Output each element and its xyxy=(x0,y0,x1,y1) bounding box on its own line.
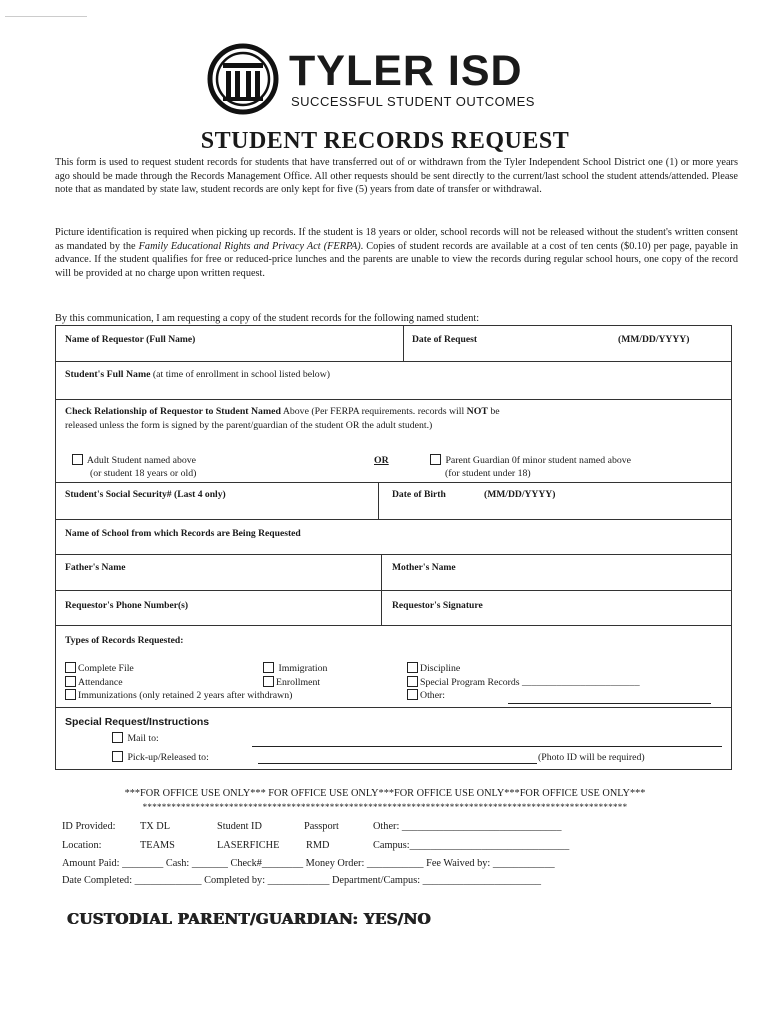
student-name-note: (at time of enrollment in school listed below) xyxy=(150,369,331,380)
passport-option[interactable]: Passport xyxy=(304,821,339,832)
pickup-option[interactable] xyxy=(112,751,209,763)
parent-guardian-note: (for student under 18) xyxy=(445,468,531,479)
adult-student-note: (or student 18 years or old) xyxy=(90,468,197,479)
ferpa-act: Family Educational Rights and Privacy Act (FERPA) xyxy=(138,240,361,252)
attendance-label: Attendance xyxy=(78,677,123,688)
row-divider xyxy=(56,707,731,708)
col-divider xyxy=(403,326,404,361)
rmd-option[interactable]: RMD xyxy=(306,840,330,851)
row-divider xyxy=(56,590,731,591)
tx-dl-option[interactable]: TX DL xyxy=(140,821,171,832)
mail-option[interactable] xyxy=(112,732,159,744)
mail-label: Mail to: xyxy=(127,733,159,744)
campus-field[interactable]: Campus:_______________________________ xyxy=(373,840,570,851)
photo-id-note: (Photo ID will be required) xyxy=(538,752,645,763)
intro-paragraph: This form is used to request student records for students that have transferred out of or withdrawn from the Tyler Independent School District one (1) or more years ago should be made through the Records Management Office. All other requests should be sent directly to the current/last school the student attends/attended. Please note that as mandated by state law, student records are only kept for five (5) years from date of transfer or withdrawal. xyxy=(55,157,738,196)
immigration-checkbox[interactable] xyxy=(263,662,274,673)
type-special[interactable] xyxy=(407,676,640,688)
col-divider xyxy=(381,554,382,625)
id-paragraph xyxy=(55,226,738,280)
ssn-label[interactable]: Student's Social Security# (Last 4 only) xyxy=(65,489,226,500)
location-label: Location: xyxy=(62,840,102,851)
special-checkbox[interactable] xyxy=(407,676,418,687)
dob-format-label: (MM/DD/YYYY) xyxy=(484,489,556,500)
requestor-name-label[interactable]: Name of Requestor (Full Name) xyxy=(65,334,196,345)
father-name-label[interactable]: Father's Name xyxy=(65,562,126,573)
request-form xyxy=(55,325,732,770)
signature-label[interactable]: Requestor's Signature xyxy=(392,600,483,611)
logo-name: TYLER ISD xyxy=(289,47,523,95)
row-divider xyxy=(56,554,731,555)
relationship-label: Check Relationship of Requestor to Student Named xyxy=(65,406,281,417)
mother-name-label[interactable]: Mother's Name xyxy=(392,562,456,573)
relationship-line-2: released unless the form is signed by the parent/guardian of the student OR the adult student.) xyxy=(65,420,433,431)
pickup-label: Pick-up/Released to: xyxy=(127,752,209,763)
row-divider xyxy=(56,399,731,400)
id-paragraph-part1: Picture identification is required when picking up records. If the student is 18 years or older, school records will not be released without the student's written consent as mandated by the xyxy=(55,227,738,252)
custodial-heading: CUSTODIAL PARENT/GUARDIAN: YES/NO xyxy=(67,910,431,928)
parent-guardian-label: Parent Guardian 0f minor student named above xyxy=(445,455,631,466)
date-completed-line[interactable]: Date Completed: _____________ Completed by: ____________ Department/Campus: _______________________ xyxy=(62,875,542,886)
relationship-text-2: be xyxy=(487,406,500,417)
page-title: STUDENT RECORDS REQUEST xyxy=(200,128,570,154)
by-line: By this communication, I am requesting a copy of the student records for the following named student: xyxy=(55,313,480,324)
logo xyxy=(205,42,585,116)
pickup-line[interactable] xyxy=(258,763,537,764)
logo-tagline: SUCCESSFUL STUDENT OUTCOMES xyxy=(291,94,535,109)
enrollment-checkbox[interactable] xyxy=(263,676,274,687)
adult-student-option[interactable] xyxy=(72,454,196,466)
parent-guardian-option[interactable] xyxy=(430,454,631,466)
student-name-label: Student's Full Name xyxy=(65,369,151,380)
type-immunizations[interactable] xyxy=(65,689,292,701)
office-banner: ***FOR OFFICE USE ONLY*** FOR OFFICE USE ONLY***FOR OFFICE USE ONLY***FOR OFFICE USE ONLY*** xyxy=(124,788,646,799)
row-divider xyxy=(56,519,731,520)
mail-line[interactable] xyxy=(252,746,722,747)
row-divider xyxy=(56,625,731,626)
id-provided-label: ID Provided: xyxy=(62,821,116,832)
scan-mark xyxy=(5,16,87,17)
student-id-option[interactable]: Student ID xyxy=(217,821,262,832)
special-heading: Special Request/Instructions xyxy=(65,716,210,728)
school-name-label[interactable]: Name of School from which Records are Being Requested xyxy=(65,528,301,539)
type-attendance[interactable] xyxy=(65,676,123,688)
or-label: OR xyxy=(374,455,389,466)
other-line[interactable] xyxy=(508,703,711,704)
phone-label[interactable]: Requestor's Phone Number(s) xyxy=(65,600,189,611)
date-request-label[interactable]: Date of Request xyxy=(412,334,478,345)
office-stars: ***************************************************************************************************** xyxy=(142,802,628,812)
student-name-field[interactable] xyxy=(65,369,330,380)
teams-option[interactable]: TEAMS xyxy=(140,840,175,851)
type-immigration[interactable] xyxy=(263,662,327,674)
row-divider xyxy=(56,482,731,483)
discipline-checkbox[interactable] xyxy=(407,662,418,673)
laserfiche-option[interactable]: LASERFICHE xyxy=(217,840,280,851)
relationship-not: NOT xyxy=(466,406,488,417)
other-checkbox[interactable] xyxy=(407,689,418,700)
enrollment-label: Enrollment xyxy=(276,677,321,688)
attendance-checkbox[interactable] xyxy=(65,676,76,687)
adult-student-label: Adult Student named above xyxy=(86,455,197,466)
date-format-label: (MM/DD/YYYY) xyxy=(618,334,690,345)
pickup-checkbox[interactable] xyxy=(112,751,123,762)
immigration-label: Immigration xyxy=(278,663,328,674)
other-id-field[interactable]: Other: _______________________________ xyxy=(373,821,562,832)
row-divider xyxy=(56,361,731,362)
relationship-text xyxy=(65,406,500,417)
amount-paid-line[interactable]: Amount Paid: ________ Cash: _______ Check#________ Money Order: ___________ Fee Waived by: ____________ xyxy=(62,858,555,869)
id-paragraph-part2: . Copies of student records are available at a cost of ten cents ($0.10) per page, payable in advance. If the student qualifies for free or reduced-price lunches and the parents are unable to view the records during regular school hours, one copy of the record will be provided at no charge upon written request. xyxy=(55,240,738,279)
dob-label[interactable]: Date of Birth xyxy=(392,489,446,500)
immunizations-checkbox[interactable] xyxy=(65,689,76,700)
type-enrollment[interactable] xyxy=(263,676,320,688)
discipline-label: Discipline xyxy=(420,663,461,674)
complete-label: Complete File xyxy=(78,663,134,674)
type-complete[interactable] xyxy=(65,662,134,674)
mail-checkbox[interactable] xyxy=(112,732,123,743)
parent-guardian-checkbox[interactable] xyxy=(430,454,441,465)
types-heading: Types of Records Requested: xyxy=(65,635,184,646)
tyler-isd-emblem-icon xyxy=(205,42,281,116)
relationship-text-1: Above (Per FERPA requirements. records will xyxy=(280,406,467,417)
type-discipline[interactable] xyxy=(407,662,460,674)
adult-student-checkbox[interactable] xyxy=(72,454,83,465)
special-label: Special Program Records ________________________ xyxy=(420,677,640,688)
complete-checkbox[interactable] xyxy=(65,662,76,673)
type-other[interactable] xyxy=(407,689,445,701)
col-divider xyxy=(378,482,379,519)
immunizations-label: Immunizations (only retained 2 years after withdrawn) xyxy=(78,690,293,701)
other-label: Other: xyxy=(420,690,446,701)
